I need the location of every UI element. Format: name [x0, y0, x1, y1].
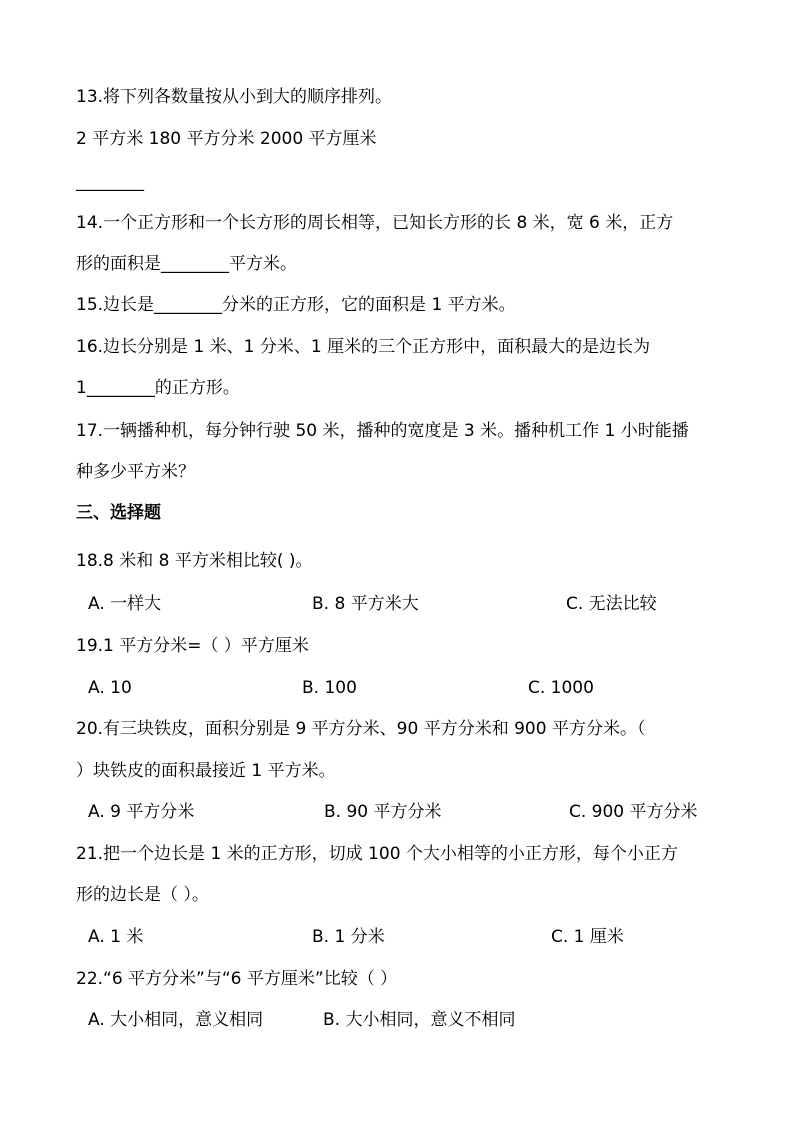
question-21-option-b: B. 1 分米 [312, 927, 385, 947]
question-18-stem: 18.8 米和 8 平方米相比较( )。 [76, 551, 313, 571]
question-13-items: 2 平方米 180 平方分米 2000 平方厘米 [76, 129, 377, 149]
question-21-line-2: 形的边长是（ ）。 [76, 885, 209, 905]
question-13-answer-blank: ________ [76, 172, 144, 192]
question-19-stem: 19.1 平方分米=（ ）平方厘米 [76, 636, 309, 656]
question-20-line-2: ）块铁皮的面积最接近 1 平方米。 [76, 761, 336, 781]
question-19-option-b: B. 100 [302, 678, 357, 698]
question-21-line-1: 21.把一个边长是 1 米的正方形，切成 100 个大小相等的小正方形，每个小正方 [76, 844, 678, 864]
question-17-line-2: 种多少平方米？ [76, 462, 195, 482]
question-22-option-b: B. 大小相同，意义不相同 [323, 1010, 516, 1030]
question-20-option-b: B. 90 平方分米 [324, 802, 442, 822]
question-18-option-c: C. 无法比较 [566, 594, 657, 614]
question-19-option-a: A. 10 [88, 678, 132, 698]
question-16-line-2: 1________的正方形。 [76, 378, 240, 398]
question-15-line-1: 15.边长是________分米的正方形，它的面积是 1 平方米。 [76, 295, 516, 315]
question-16-line-1: 16.边长分别是 1 米、1 分米、1 厘米的三个正方形中，面积最大的是边长为 [76, 337, 651, 357]
question-19-option-c: C. 1000 [528, 678, 594, 698]
question-22-option-a: A. 大小相同，意义相同 [88, 1010, 264, 1030]
question-20-option-a: A. 9 平方分米 [88, 802, 195, 822]
section-heading: 三、选择题 [76, 503, 161, 523]
question-14-line-1: 14.一个正方形和一个长方形的周长相等，已知长方形的长 8 米，宽 6 米，正方 [76, 213, 674, 233]
question-21-option-a: A. 1 米 [88, 927, 144, 947]
question-22-stem: 22.“6 平方分米”与“6 平方厘米”比较（ ） [76, 969, 398, 989]
question-20-line-1: 20.有三块铁皮，面积分别是 9 平方分米、90 平方分米和 900 平方分米。（ [76, 719, 646, 739]
question-18-option-a: A. 一样大 [88, 594, 162, 614]
question-13-stem: 13.将下列各数量按从小到大的顺序排列。 [76, 87, 393, 107]
question-14-line-2: 形的面积是________平方米。 [76, 254, 297, 274]
question-21-option-c: C. 1 厘米 [551, 927, 624, 947]
question-17-line-1: 17.一辆播种机，每分钟行驶 50 米，播种的宽度是 3 米。播种机工作 1 小时能播 [76, 421, 689, 441]
question-20-option-c: C. 900 平方分米 [569, 802, 698, 822]
question-18-option-b: B. 8 平方米大 [312, 594, 419, 614]
